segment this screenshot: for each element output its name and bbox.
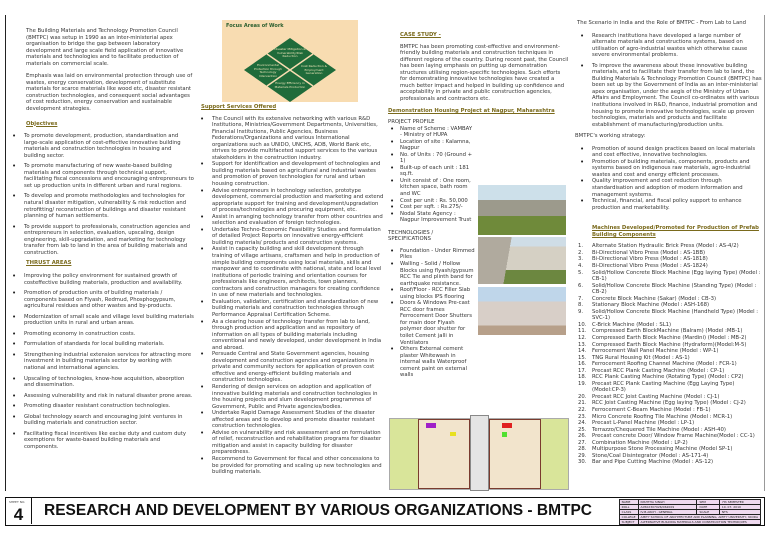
item-number: 11. — [578, 328, 587, 335]
item-text: Precast concrete Door/ Window Frame Machine(Model : CC-1) — [592, 433, 755, 440]
item-text: Modernization of small scale and village level building materials production units in rural and urban areas. — [24, 313, 194, 327]
item-text: Assist in capacity building and skill development through training of village artisans, craftsmen and help in production of simple building components using local materials, skills and manpower and to coordinate with national, state and local level institutions of periodic training and orientation courses for professionals like engineers, architects, town planners, contractors and construction managers for creating confidence in use of new materials and technologies. — [212, 246, 382, 299]
thrust-item — [10, 273, 194, 286]
item-number: 22. — [578, 406, 587, 413]
profile-item — [388, 126, 474, 139]
item-text: Promotion of sound design practices based on local materials and cost effective, innovative technologies. — [592, 145, 756, 159]
column-intro — [10, 28, 198, 494]
case-study-heading: CASE STUDY - — [400, 32, 441, 38]
item-text: Bi-Directional Vibro Press (Model : AS-1824) — [592, 262, 708, 269]
item-text: Support for identification and development of technologies and building materials based on agricultural and industrial wastes and promotion of proven technologies for rural and urban housing construction. — [212, 161, 381, 188]
item-text: Walling - Solid / Hollow Blocks using flyash/gypsum RCC Tie and plinth band for earthquake resistance. — [400, 260, 474, 287]
technology-item — [388, 261, 476, 287]
item-text: Micro Concrete Roofing Tile Machine (Model : MCR-1) — [592, 413, 733, 420]
scenario-item — [578, 63, 763, 128]
project-photo — [478, 287, 566, 335]
item-number: 7. — [578, 295, 584, 302]
sheet-number-box — [6, 498, 32, 524]
column-scenario — [575, 20, 763, 494]
item-text: Undertake Rapid Damage Assessment Studies of the disaster affected areas and to develop and promote disaster resistant construction technologies. — [212, 410, 375, 430]
strategy-item — [578, 178, 763, 198]
support-item — [198, 456, 384, 476]
item-text: C-Brick Machine (Model : SL1) — [592, 321, 672, 328]
thrust-item — [10, 403, 194, 410]
item-text: Assist in arranging technology transfer from other countries and selection and evaluation of foreign technologies. — [212, 213, 383, 227]
technology-item — [388, 346, 476, 379]
tb-label: SCALE — [697, 510, 719, 515]
item-text: Ferrocement C-Beam Machine (Model : FB-1) — [592, 406, 711, 413]
item-text: The Council with its extensive networking with various R&D Institutions, Ministries/Government Departments, Universities, Financial Institutions, Public Agencies, Business Federations/Organizations and various International organizations such as UNIDO, UNCHS, ADB, World Bank etc, strives to provide multifaceted support services to the various stakeholders in the construction industry. — [212, 115, 378, 161]
item-text: Compressed Earth BlockMachine (Balram) (Model :MB-1) — [592, 328, 743, 335]
tb-label: CLASS — [619, 510, 638, 515]
support-item — [198, 351, 384, 384]
item-text: Precast RCC Joist Casting Machine (Model : CJ-1) — [592, 393, 720, 400]
item-number: 28. — [578, 446, 587, 453]
item-number: 18. — [578, 374, 587, 381]
item-text: To provide support to professionals, construction agencies and entrepreneurs in selection, evaluation, upscaling, design engineering, skill-upgradation, and marketing for technology transfer from lab to land in the area of building materials and construction. — [24, 223, 190, 256]
tb-label: SUBJECT — [619, 520, 638, 525]
objective-item — [10, 133, 194, 159]
project-photo — [478, 185, 566, 235]
item-number: 3. — [578, 256, 584, 263]
item-text: RCC Plank Casting Machine (Rotating Type) (Model : CP2) — [592, 374, 744, 381]
item-text: Name of Scheme : VAMBAY - Ministry of HUPA — [400, 125, 473, 139]
item-text: Multipurpose Stone Processing Machine (Model SP-1) — [592, 446, 733, 453]
tb-label: DATE — [697, 505, 719, 510]
technology-item — [388, 300, 476, 346]
item-text: Roof/Floor - RCC Filler Slab using blocks IPS flooring — [400, 287, 471, 300]
profile-item — [388, 139, 474, 152]
item-text: Global technology search and encouraging joint ventures in building materials and construction sector. — [24, 413, 183, 427]
profile-item — [388, 165, 474, 178]
item-text: Promotion of building materials, components, products and systems based on indigenous raw materials, agro-industrial wastes and cost and energy efficient processes. — [592, 158, 751, 178]
support-heading: Support Services Offered — [201, 104, 277, 110]
item-number: 19. — [578, 380, 587, 387]
diagram-title: Focus Areas of Work — [226, 23, 284, 29]
focus-bottom: Energy Efficiency in Materials Production — [274, 81, 306, 89]
item-text: Stone/Coal Disintegrator (Model : AS-171-4) — [592, 452, 709, 459]
floor-plan — [389, 418, 569, 490]
strategy-item — [578, 159, 763, 179]
item-text: Doors & Windows Pre-cast RCC door frames Ferrocement Door Shutters for main door Flyash polymer door shutter for toilet Cement jalli in Ventilators — [400, 300, 472, 346]
thrust-item — [10, 393, 194, 400]
item-text: Precast RCC Plank Casting Machine (Model : CP-1) — [592, 367, 725, 374]
tb-value: 7th SEMESTER — [719, 500, 760, 505]
item-text: Concrete Block Machine (Sakar) (Model : CB-3) — [592, 295, 717, 302]
item-text: Research institutions have developed a large number of alternate materials and constructions systems, based on utilisation of agro-industrial wastes which otherwise cause severe environmental problems. — [592, 32, 748, 59]
item-text: Cost per sqft. : Rs.275/- — [400, 204, 463, 211]
item-text: RCC Joist Casting Machine (Egg laying Type) (Model : CJ-2) — [592, 400, 746, 407]
machine-item — [578, 381, 763, 394]
item-text: Bi-Directional Vibro Press (Model : AS-1818) — [592, 256, 708, 263]
intro-paragraph: The Building Materials and Technology Promotion Council (BMTPC) was setup in 1990 as an inter-ministerial apex organisation to bridge the gap between laboratory development and large scale field application of innovative materials and technologies and to facilitate production of materials on commercial scale. — [26, 28, 184, 67]
item-number: 23. — [578, 413, 587, 420]
thrust-item — [10, 414, 194, 427]
title-strip — [5, 497, 765, 526]
tb-value: NTS — [719, 510, 760, 515]
item-text: To improve the awareness about these innovative building materials, and to facilitate their transfer from lab to land, the Building Materials & Technology Promotion Council (BMTPC) has been set up by the Government of India as an inter-ministerial apex organisation, under the aegis of the Ministry of Urban Affairs and Employment. The Council co-ordinates with various institutions involved in R&D, finance, industrial promotion and housing to promote innovative technologies, scale up proven technologies, materials and products and facilitate establishment of manufacturing/production units. — [592, 62, 762, 128]
item-text: Foundation - Under Rimmed Piles — [400, 247, 475, 261]
item-number: 9. — [578, 308, 584, 315]
item-text: To promote manufacturing of new waste-based building materials and components through technical support, facilitating fiscal concessions and encouraging entrepreneurs to set up production units in different urban and rural regions. — [24, 163, 194, 189]
technology-item — [388, 287, 476, 300]
item-text: Ferrocement Roofing Channel Machine (Model : FCR-1) — [592, 361, 737, 368]
focus-left: Environmental Protection through Technology Intervention — [254, 63, 282, 78]
item-text: Precast RCC Plank Casting Machine (Egg Laying Type) (Model:CP-3) — [592, 380, 735, 394]
item-text: Improving the policy environment for sustained growth of costeffective building materials, production and availability. — [24, 272, 183, 286]
machine-item — [578, 270, 763, 283]
column-support — [198, 104, 388, 494]
item-text: Ferrocement Wall Panel Machine (Model : WP-1) — [592, 348, 719, 355]
item-number: 30. — [578, 459, 587, 466]
support-item — [198, 227, 384, 247]
technologies-heading: TECHNOLOGIES / SPECIFICATIONS — [388, 229, 434, 243]
support-item — [198, 246, 384, 298]
item-number: 16. — [578, 361, 587, 368]
item-number: 17. — [578, 367, 587, 374]
item-text: Rendering of design services on adoption and application of innovative building materials and construction technologies in the housing projects and slum development programmes of Government, Public and Private agencies/bodies. — [212, 383, 378, 410]
item-number: 4. — [578, 262, 584, 269]
item-number: 5. — [578, 269, 584, 276]
item-text: Nodal State Agency : Nagpur Improvement Trust — [400, 210, 472, 224]
sheet-title: RESEARCH AND DEVELOPMENT BY VARIOUS ORGANIZATIONS - BMTPC — [44, 502, 592, 519]
item-number: 13. — [578, 341, 587, 348]
machine-item — [578, 459, 763, 466]
machines-heading: Machines Developed/Promoted for Production of Prefab Building Components — [592, 225, 759, 238]
item-text: Advise on vulnerability and risk assessment and on formulation of relief, reconstruction and rehabilitation programs for disaster mitigation and assist in capacity building for disaster preparedness. — [212, 429, 382, 456]
item-text: Cost per unit : Rs. 50,000 — [400, 197, 468, 204]
item-text: Compressed Earth Block Machine (Mardini) (Model : MB-2) — [592, 334, 747, 341]
item-text: Solid/Hollow Concrete Block Machine (Handheld Type) (Model : SVC-1) — [592, 308, 759, 322]
item-number: 2. — [578, 249, 584, 256]
machine-item — [578, 309, 763, 322]
item-number: 10. — [578, 321, 587, 328]
support-item — [198, 384, 384, 410]
item-number: 20. — [578, 393, 587, 400]
tb-label: COLLEGE — [619, 515, 638, 520]
item-text: Bi-Directional Vibro Press (Model : AS-1BB) — [592, 249, 706, 256]
item-text: Promoting economy in construction costs. — [24, 330, 136, 337]
support-item — [198, 319, 384, 352]
technology-item — [388, 248, 476, 261]
focus-right: Cost Reduction & Employment Generation — [301, 64, 327, 76]
item-text: Recommend to Government for fiscal and other concessions to be provided for promoting and scaling up new technologies and building materials. — [212, 455, 382, 476]
item-text: As a clearing house of technology transfer from lab to land, through production and application and as repository of information on all types of building materials including conventional and newly developed, under development in India and abroad. — [212, 318, 382, 351]
profile-item — [388, 211, 474, 224]
item-text: Technical, financial, and fiscal policy support to enhance production and marketability. — [592, 198, 742, 211]
diamond-graphic — [222, 20, 358, 102]
item-number: 15. — [578, 354, 587, 361]
item-text: Location of site : Kalamna, Nagpur — [400, 138, 471, 152]
item-text: Solid/Hollow Concrete Block Machine (Standing Type) (Model : CB-2) — [592, 282, 757, 296]
item-text: No. of Units : 70 (Ground + 1) — [400, 151, 473, 165]
intro-paragraph: Emphasis was laid on environmental protection through use of wastes, energy conservation, development of substitute materials for scarce materials like wood etc, disaster resistant construction technologies, and consequent social advantages of cost reduction, energy conservation and sustainable development strategies. — [26, 73, 193, 113]
profile-item — [388, 178, 474, 198]
item-number: 29. — [578, 452, 587, 459]
item-text: Bar and Pipe Cutting Machine (Model : AS-12) — [592, 459, 714, 466]
thrust-item — [10, 314, 194, 327]
tb-value: NISHTHA SINGH — [638, 500, 697, 505]
objectives-heading: Objectives — [26, 120, 58, 127]
profile-heading: PROJECT PROFILE — [388, 119, 435, 126]
tb-value: IV-B.ARCH - GENERAL — [638, 510, 697, 515]
item-number: 8. — [578, 302, 584, 309]
support-item — [198, 299, 384, 319]
item-number: 21. — [578, 400, 587, 407]
tb-value: ALTERNATIVE BUILDING MATERIALS AND CONSTRUCTION TECHNIQUES — [638, 520, 760, 525]
objective-item — [10, 224, 194, 257]
scenario-item — [578, 33, 763, 59]
item-text: To develop and promote methodologies and technologies for natural disaster mitigation, vulnerability & risk reduction and retrofitting/ reconstruction of buildings and disaster resistant planning of human settlements. — [24, 193, 187, 220]
thrust-item — [10, 376, 194, 389]
item-text: Built-up of each unit : 181 sq.ft. — [400, 164, 470, 178]
item-number: 14. — [578, 348, 587, 355]
item-text: Compressed Earth Block Machine (Hydraform)(Model:M-5) — [592, 341, 747, 348]
item-number: 26. — [578, 433, 587, 440]
thrust-item — [10, 290, 194, 310]
thrust-item — [10, 331, 194, 338]
objective-item — [10, 163, 194, 189]
thrust-item — [10, 352, 194, 372]
item-number: 1. — [578, 243, 584, 250]
sheet-number-label: SHEET NO. — [9, 500, 26, 504]
tb-label: ROLL — [619, 505, 638, 510]
thrust-item — [10, 431, 194, 451]
thrust-areas-heading: THRUST AREAS — [26, 260, 72, 267]
item-text: Undertake Techno-Economic Feasibility Studies and formulation of detailed Project Reports on innovative energy-efficient building materials/ products and construction systems. — [212, 226, 381, 246]
thrust-item — [10, 341, 194, 348]
item-number: 6. — [578, 282, 584, 289]
tb-label: NAME — [619, 500, 638, 505]
item-text: Advise entrepreneurs in technology selection, prototype development, commercial production and marketing and extend appropriate support for training and development/upgradation of process/technologies and procuring equipment, etc. — [212, 187, 384, 214]
item-number: 25. — [578, 426, 587, 433]
focus-top: Disaster Mitigation & Vulnerability/Risk Reduction — [274, 47, 306, 59]
support-item — [198, 214, 384, 227]
project-photo — [478, 237, 566, 284]
item-text: Persuade Central and State Government agencies, housing development and construction agencies and organizations in private and community sectors for application of proven cost effective and energy-efficient building materials and construction technologies. — [212, 351, 375, 384]
item-text: Solid/Hollow Concrete Block Machine (Egg laying Type) (Model : CB-1) — [592, 269, 761, 283]
item-text: Facilitating fiscal incentives like excise duty and custom duty exemptions for waste-based building materials and components. — [24, 430, 187, 450]
case-study-text: BMTPC has been promoting cost-effective and environment-friendly building materials and construction techniques in different regions of the country. During recent past, the Council has been laying emphasis on putting up demonstration structures utilising region-specific technologies. Such efforts for demonstrating innovative technologies have created a much better impact and helped in building up confidence and acceptability in private and public construction agencies, professionals and contractors etc. — [400, 43, 569, 102]
strategy-item — [578, 198, 763, 211]
scenario-heading: The Scenario in India and the Role of BMTPC - From Lab to Land — [577, 20, 746, 26]
item-text: TNG Rural Housing Kit (Model : AS-1) — [592, 354, 690, 361]
item-text: Precast L-Panel Machine (Model : LP-1) — [592, 420, 695, 427]
item-text: Terrazzo/Chequered Tile Machine (Model : ASH-40) — [592, 426, 726, 433]
focus-areas-diagram — [222, 20, 358, 102]
tb-label: SEM — [697, 500, 719, 505]
item-text: Promotion of production units of building materials / components based on Flyash, Redmud, Phosphogypsum, agricultural residues and other wastes and by-products. — [24, 290, 176, 310]
item-text: Others External cement plaster Whitewash in internal walls Waterproof cement paint on external walls — [400, 346, 467, 379]
tb-value: AMITY SCHOOL OF ARCHITECTURE AND PLANNING, AMITY UNIVERSITY, NOIDA — [638, 515, 760, 520]
item-text: Stationary Block Machine (Model : ASH-168) — [592, 302, 710, 309]
support-item — [198, 410, 384, 430]
tb-value: 10. 07. 2010 — [719, 505, 760, 510]
item-text: Combination Machine (Model : LP-2) — [592, 439, 688, 446]
item-number: 12. — [578, 334, 587, 341]
machine-item — [578, 283, 763, 296]
item-number: 24. — [578, 420, 587, 427]
item-text: Assessing vulnerability and risk in natural disaster prone areas. — [24, 392, 193, 399]
item-text: Alternate Station Hydraulic Brick Press (Model : AS-4/2) — [592, 243, 739, 250]
title-block — [619, 499, 761, 525]
support-item — [198, 116, 384, 162]
support-item — [198, 430, 384, 456]
item-text: Promoting disaster resistant construction technologies. — [24, 403, 171, 410]
item-text: Strengthening industrial extension services for attracting more investment in building materials sector by working with national and international agencies. — [24, 351, 192, 371]
item-number: 27. — [578, 439, 587, 446]
objective-item — [10, 193, 194, 219]
item-text: Evaluation, validation, certification and standardization of new building materials and construction technologies through Performance Appraisal Certification Scheme. — [212, 298, 379, 318]
project-heading: Demonstration Housing Project at Nagpur, Maharashtra — [388, 108, 555, 115]
sheet-number: 4 — [13, 505, 24, 524]
support-item — [198, 188, 384, 214]
profile-item — [388, 152, 474, 165]
strategy-heading: BMTPC's working strategy: — [575, 133, 646, 140]
item-text: Formulation of standards for local building materials. — [24, 341, 165, 348]
tb-value: A0502307026/062009 — [638, 505, 697, 510]
item-text: To promote development, production, standardisation and large-scale application of cost-effective innovative building materials and construction technologies in housing and building sector. — [24, 133, 181, 159]
item-text: Unit consist of : One room, kitchen space, bath room and WC — [400, 177, 471, 198]
support-item — [198, 161, 384, 187]
item-text: Quality improvement and cost reduction through standardisation and adoption of modern information and management systems. — [592, 178, 743, 198]
item-text: Upscaling of technologies, know-how acquisition, absorption and dissemination. — [24, 375, 185, 389]
strategy-item — [578, 146, 763, 159]
